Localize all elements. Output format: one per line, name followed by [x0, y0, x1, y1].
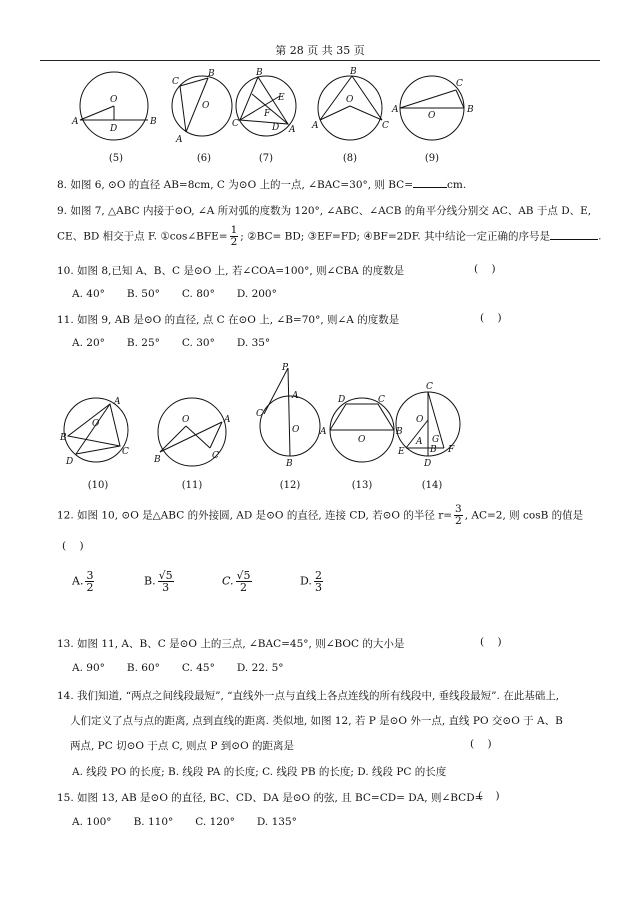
- question-14-line-3: 两点, PC 切⊙O 于点 C, 则点 P 到⊙O 的距离是: [70, 740, 295, 752]
- caption-fig-12: (12): [279, 480, 301, 491]
- q13-option-d[interactable]: D. 22. 5°: [236, 662, 284, 674]
- q11-option-a[interactable]: A. 20°: [72, 337, 105, 349]
- q10-option-b[interactable]: B. 50°: [126, 288, 160, 300]
- caption-fig-10: (10): [87, 480, 109, 491]
- question-10: 10. 如图 8,已知 A、B、C 是⊙O 上, 若∠COA=100°, 则∠CBA 的度数是: [57, 265, 405, 277]
- fig13-label-a: A: [320, 427, 327, 437]
- figure-9: [392, 68, 482, 148]
- figure-14: [394, 380, 464, 470]
- fig6-label-o: O: [202, 101, 210, 111]
- question-11: 11. 如图 9, AB 是⊙O 的直径, 点 C 在⊙O 上, ∠B=70°, 则∠A 的度数是: [57, 314, 400, 326]
- fig12-label-p: P: [282, 363, 289, 373]
- q11-option-b[interactable]: B. 25°: [126, 337, 160, 349]
- fig8-label-o: O: [346, 95, 354, 105]
- q12-paren: ( ): [62, 540, 84, 552]
- q12-option-b[interactable]: B. $\frac{√5}{3}$: [144, 569, 173, 594]
- fig7-label-f: F: [264, 109, 271, 119]
- fig11-label-a: A: [224, 415, 231, 425]
- q13-paren: ( ): [480, 636, 502, 648]
- q13-option-b[interactable]: B. 60°: [126, 662, 160, 674]
- question-9-line-2: [57, 225, 601, 248]
- fig8-label-c: C: [382, 121, 389, 131]
- fig6-label-b: B: [208, 69, 215, 79]
- figure-10: [58, 392, 138, 472]
- q12-radius-fraction: [454, 504, 463, 527]
- q11-options: [72, 337, 292, 349]
- q9-answer-blank[interactable]: [550, 229, 598, 240]
- q12-option-d[interactable]: D. $\frac{2}{3}$: [300, 569, 322, 594]
- q13-options: [72, 662, 306, 674]
- fig13-label-d: D: [338, 395, 346, 405]
- question-12: [57, 504, 583, 527]
- q15-option-d[interactable]: D. 135°: [256, 816, 297, 828]
- fig7-label-d: D: [272, 123, 280, 133]
- fig10-label-d: D: [66, 457, 74, 467]
- q8-unit: cm.: [447, 179, 467, 191]
- fig14-label-o: O: [416, 415, 424, 425]
- caption-fig-11: (11): [181, 480, 203, 491]
- fig11-label-b: B: [154, 455, 161, 465]
- q8-text: 8. 如图 6, ⊙O 的直径 AB=8cm, C 为⊙O 上的一点, ∠BAC=30°, 则 BC=: [57, 179, 414, 191]
- fig14-label-e: E: [398, 447, 405, 457]
- fig10-label-c: C: [122, 447, 129, 457]
- fig13-label-o: O: [358, 435, 366, 445]
- q9-line2-post: ; ②BC= BD; ③EF=FD; ④BF=2DF. 其中结论一定正确的序号是: [240, 230, 551, 243]
- fig14-label-f: F: [448, 445, 455, 455]
- fig10-label-b: B: [60, 433, 67, 443]
- question-13: 13. 如图 11, A、B、C 是⊙O 上的三点, ∠BAC=45°, 则∠BOC 的大小是: [57, 638, 405, 650]
- caption-fig-13: (13): [351, 480, 373, 491]
- question-14-line-1: 14. 我们知道, “两点之间线段最短”, “直线外一点与直线上各点连线的所有线段中, 垂线段最短”. 在此基础上,: [57, 690, 560, 702]
- fig14-label-c: C: [426, 382, 433, 392]
- figure-6: [168, 68, 238, 148]
- fig11-label-o: O: [182, 415, 190, 425]
- fig14-label-g: G: [432, 435, 440, 445]
- fig7-label-a: A: [289, 125, 296, 135]
- q10-options: [72, 288, 299, 300]
- q15-option-c[interactable]: C. 120°: [195, 816, 235, 828]
- q13-option-a[interactable]: A. 90°: [72, 662, 105, 674]
- q12-text-post: , AC=2, 则 cosB 的值是: [464, 509, 584, 522]
- fig6-label-a: A: [176, 135, 183, 145]
- fig14-label-d: D: [424, 459, 432, 469]
- q15-options: [72, 816, 319, 828]
- q12-text-pre: 12. 如图 10, ⊙O 是△ABC 的外接圆, AD 是⊙O 的直径, 连接 CD, 若⊙O 的半径 r=: [57, 509, 453, 522]
- figure-5: [70, 68, 160, 148]
- fig5-label-o: O: [110, 95, 118, 105]
- q12-r-den: 2: [455, 515, 462, 527]
- q11-paren: ( ): [480, 312, 502, 324]
- question-9-line-1: 9. 如图 7, △ABC 内接于⊙O, ∠A 所对弧的度数为 120°, ∠ABC、∠ACB 的角平分线分别交 AC、AB 于点 D、E,: [57, 205, 592, 217]
- q15-option-b[interactable]: B. 110°: [133, 816, 174, 828]
- q9-frac-den: 2: [230, 236, 238, 248]
- q10-option-d[interactable]: D. 200°: [236, 288, 277, 300]
- q12-r-num: 3: [455, 503, 462, 515]
- q15-option-a[interactable]: A. 100°: [72, 816, 112, 828]
- fig8-label-b: B: [350, 67, 357, 77]
- fig6-label-c: C: [172, 77, 179, 87]
- caption-fig-5: (5): [108, 153, 124, 164]
- q11-option-c[interactable]: C. 30°: [181, 337, 215, 349]
- fig7-label-b: B: [256, 68, 263, 78]
- fig9-label-o: O: [428, 111, 436, 121]
- fig5-label-d: D: [110, 124, 118, 134]
- fig14-label-b: B: [430, 445, 437, 455]
- question-8: [57, 177, 466, 192]
- page-header: 第 28 页 共 35 页: [275, 44, 365, 57]
- q12-option-a[interactable]: A. $\frac{3}{2}$: [72, 569, 94, 594]
- caption-fig-6: (6): [196, 153, 212, 164]
- figure-7: [232, 68, 302, 148]
- q10-paren: ( ): [474, 263, 496, 275]
- figure-8: [310, 68, 390, 148]
- fig8-label-a: A: [312, 121, 319, 131]
- figure-12: [256, 362, 326, 469]
- fig12-label-b: B: [286, 459, 293, 469]
- figure-11: [152, 392, 232, 472]
- fig12-label-a: A: [292, 391, 299, 401]
- q15-paren: ( ): [478, 790, 500, 802]
- caption-fig-7: (7): [258, 153, 274, 164]
- question-15: 15. 如图 13, AB 是⊙O 的直径, BC、CD、DA 是⊙O 的弦, 且 BC=CD= DA, 则∠BCD=: [57, 792, 484, 804]
- fig9-label-b: B: [467, 105, 474, 115]
- q13-option-c[interactable]: C. 45°: [181, 662, 215, 674]
- caption-fig-14: (14): [421, 480, 443, 491]
- header-rule: [40, 60, 600, 61]
- q9-line2-end: .: [598, 230, 602, 243]
- q10-option-c[interactable]: C. 80°: [181, 288, 215, 300]
- q10-option-a[interactable]: A. 40°: [72, 288, 105, 300]
- q11-option-d[interactable]: D. 35°: [236, 337, 271, 349]
- fig14-label-a: A: [416, 437, 423, 447]
- question-14-line-2: 人们定义了点与点的距离, 点到直线的距离. 类似地, 如图 12, 若 P 是⊙O 外一点, 直线 PO 交⊙O 于 A、B: [70, 715, 563, 727]
- fig9-label-c: C: [456, 79, 463, 89]
- fig10-label-a: A: [114, 397, 121, 407]
- caption-fig-8: (8): [342, 153, 358, 164]
- q8-answer-blank[interactable]: [413, 177, 447, 188]
- q9-fraction: [230, 225, 239, 248]
- fig12-label-c: C: [256, 409, 263, 419]
- figure-13: [320, 390, 404, 470]
- fig12-label-o: O: [292, 425, 300, 435]
- fig10-label-o: O: [92, 419, 100, 429]
- caption-fig-9: (9): [424, 153, 440, 164]
- q14-options[interactable]: A. 线段 PO 的长度; B. 线段 PA 的长度; C. 线段 PB 的长度; D. 线段 PC 的长度: [72, 766, 447, 778]
- fig7-label-c: C: [232, 119, 239, 129]
- fig9-label-a: A: [392, 105, 399, 115]
- q12-option-c[interactable]: C. $\frac{√5}{2}$: [222, 569, 251, 594]
- fig5-label-b: B: [150, 117, 157, 127]
- fig7-label-e: E: [278, 93, 285, 103]
- fig13-label-b: B: [396, 427, 403, 437]
- q9-frac-num: 1: [230, 224, 238, 236]
- fig11-label-c: C: [212, 451, 219, 461]
- fig5-label-a: A: [72, 117, 79, 127]
- q14-paren: ( ): [470, 738, 492, 750]
- fig13-label-c: C: [378, 395, 385, 405]
- q9-line2-pre: CE、BD 相交于点 F. ①cos∠BFE=: [57, 230, 228, 243]
